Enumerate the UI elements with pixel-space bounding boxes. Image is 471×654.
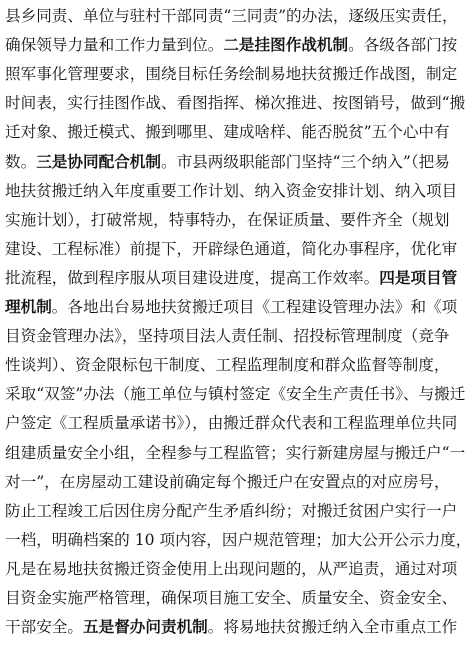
text-line — [5, 60, 458, 88]
text-run: 实施计划），打破常规，特事特办，在保证质量、要件齐全（规划 — [5, 210, 450, 229]
text-line — [5, 293, 458, 321]
text-line — [5, 322, 449, 350]
text-line — [5, 555, 458, 583]
text-run: 地扶贫搬迁纳入年度重要工作计划、纳入资金安排计划、纳入项目 — [5, 181, 458, 200]
text-line — [5, 380, 466, 408]
text-line — [5, 584, 458, 612]
bold-phrase: 项目管 — [410, 268, 458, 287]
bold-phrase: 四是 — [379, 268, 411, 287]
text-line — [5, 351, 449, 379]
text-run: 目资金实施严格管理，确保项目施工安全、质量安全、资金安全、 — [5, 589, 458, 607]
text-run: 户签定《工程质量承诺书》），由搬迁群众代表和工程监理单位共同 — [5, 414, 458, 433]
bold-phrase: 协同配合机制 — [67, 152, 161, 171]
text-run: 对一”，在房屋动工建设前确定每个搬迁户在安置点的对应房号， — [5, 472, 450, 491]
text-run: 迁对象、搬迁模式、搬到哪里、建成啥样、能否脱贫”五个心中有 — [5, 123, 450, 142]
text-line — [5, 264, 458, 292]
text-run: 确保领导力量和工作力量到位。 — [5, 36, 224, 55]
text-run: 建设、工程标准）前提下，开辟绿色通道，简化办事程序，优化审 — [5, 239, 458, 258]
text-run: 时间表，实行挂图作战、看图指挥、梯次推进、按图销号，做到“搬 — [5, 94, 466, 113]
text-run: 防止工程竣工后因住房分配产生矛盾纠纷；对搬迁贫困户实行一户 — [5, 501, 458, 520]
text-run: 数。 — [5, 152, 37, 171]
bold-phrase: 二是 — [223, 36, 255, 55]
bold-phrase: 五是 — [82, 618, 115, 637]
text-run: 照军事化管理要求，围绕目标任务绘制易地扶贫搬迁作战图，制定 — [5, 65, 458, 84]
text-run: 采取“双签”办法（施工单位与镇村签定《安全生产责任书》、与搬迁 — [5, 385, 466, 404]
text-line — [5, 439, 466, 467]
text-line — [5, 206, 449, 234]
text-run: 县乡同责、单位与驻村干部同责“三同责”的办法，逐级压实责任， — [5, 7, 458, 25]
text-line — [5, 177, 458, 205]
text-line — [5, 235, 458, 263]
text-line — [5, 2, 458, 30]
text-run: 。各级各部门按 — [348, 36, 458, 55]
text-line — [5, 148, 449, 176]
text-line — [5, 409, 458, 437]
text-line — [5, 497, 458, 525]
text-run: 性谈判）、资金限标包干制度、工程监理制度和群众监督等制度， — [5, 356, 450, 375]
text-run: 组建质量安全小组，全程参与工程监管；实行新建房屋与搬迁户“一 — [5, 443, 466, 462]
text-run: 干部安全。 — [5, 618, 83, 637]
text-run: 。各地出台易地扶贫搬迁项目《工程建设管理办法》和《项 — [51, 298, 458, 316]
text-run: 。将易地扶贫搬迁纳入全市重点工作 — [207, 618, 458, 637]
text-line — [5, 118, 449, 146]
text-line — [5, 31, 458, 59]
text-line — [5, 468, 449, 496]
text-run: 批流程，做到程序服从项目建设进度，提高工作效率。 — [5, 268, 380, 287]
text-line — [5, 526, 471, 554]
text-line — [5, 613, 458, 641]
text-line — [5, 89, 466, 117]
document-page — [5, 0, 471, 654]
text-run: 凡是在易地扶贫搬迁资金使用上出现问题的，从严追责，通过对项 — [5, 559, 458, 578]
bold-phrase: 理机制 — [5, 298, 52, 316]
bold-phrase: 三是 — [36, 152, 68, 171]
bold-phrase: 挂图作战机制 — [254, 36, 349, 55]
text-run: 一档，明确档案的 10 项内容，因户规范管理；加大公开公示力度， — [5, 530, 471, 549]
text-run: 。市县两级职能部门坚持“三个纳入”（把易 — [160, 152, 450, 171]
text-run: 目资金管理办法》，坚持项目法人责任制、招投标管理制度（竞争 — [5, 327, 450, 346]
bold-phrase: 督办问责机制 — [114, 618, 208, 637]
